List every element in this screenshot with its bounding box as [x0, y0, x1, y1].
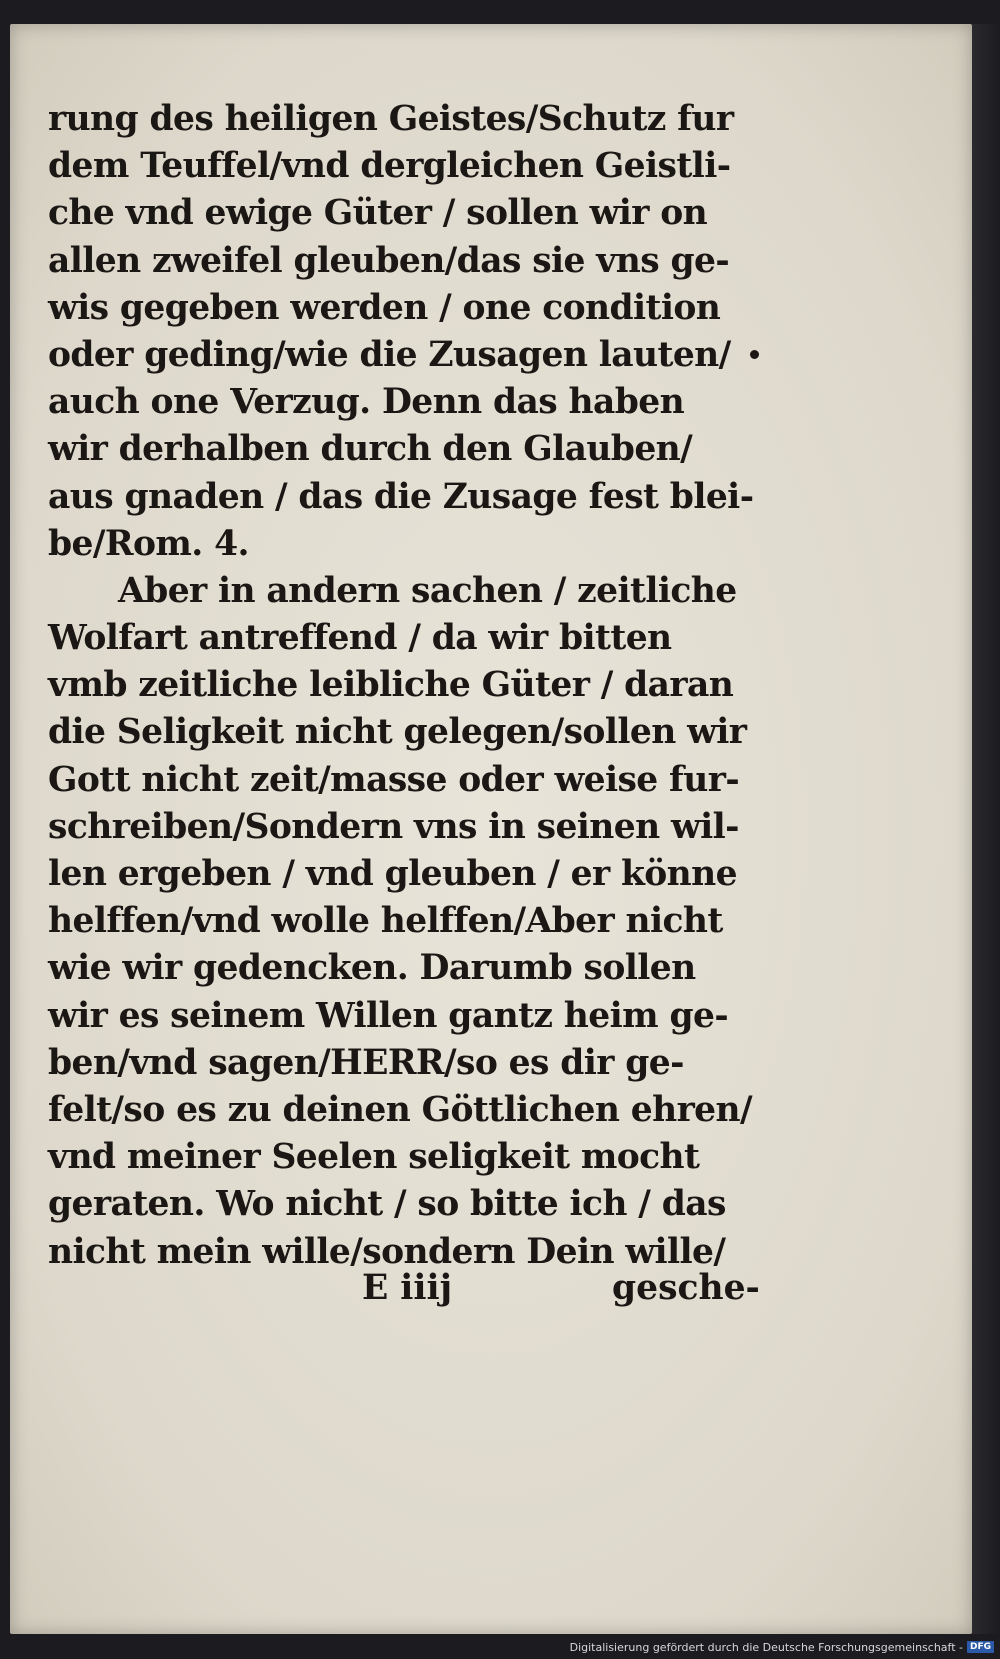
digitization-credit	[570, 1639, 994, 1655]
text-line: auch one Verzug. Denn das haben	[48, 382, 685, 423]
text-line: ben/vnd sagen/HERR/so es dir ge-	[48, 1042, 684, 1083]
page-edge-shadow	[972, 24, 1000, 1634]
text-line: allen zweifel gleuben/das sie vns ge-	[48, 240, 730, 281]
text-line: oder geding/wie die Zusagen lauten/	[48, 334, 731, 375]
text-line: helffen/vnd wolle helffen/Aber nicht	[48, 901, 723, 942]
text-line: felt/so es zu deinen Göttlichen ehren/	[48, 1089, 752, 1130]
text-line: aus gnaden / das die Zusage fest blei-	[48, 476, 754, 517]
text-line: Gott nicht zeit/masse oder weise fur-	[48, 759, 740, 800]
text-line: dem Teuffel/vnd dergleichen Geistli-	[48, 146, 731, 187]
text-line: die Seligkeit nicht gelegen/sollen wir	[48, 712, 747, 753]
text-line: wis gegeben werden / one condition	[48, 287, 721, 328]
text-line: len ergeben / vnd gleuben / er könne	[48, 854, 738, 894]
text-line: geraten. Wo nicht / so bitte ich / das	[48, 1184, 726, 1225]
dfg-logo: DFG	[967, 1641, 994, 1653]
paragraph-start-line: Aber in andern sachen / zeitliche	[118, 570, 737, 611]
credit-text: Digitalisierung gefördert durch die Deutsche Forschungsgemeinschaft -	[569, 1640, 963, 1654]
text-line: rung des heiligen Geistes/Schutz fur	[48, 99, 734, 139]
text-line: che vnd ewige Güter / sollen wir on	[48, 193, 708, 234]
signature-mark: E iiij	[362, 1268, 453, 1308]
text-line: nicht mein wille/sondern Dein wille/	[48, 1231, 726, 1272]
text-line: wir derhalben durch den Glauben/	[48, 429, 693, 470]
text-line: wir es seinem Willen gantz heim ge-	[48, 995, 729, 1036]
text-line: be/Rom. 4.	[48, 523, 249, 564]
text-line: wie wir gedencken. Darumb sollen	[48, 948, 696, 989]
text-line: Wolfart antreffend / da wir bitten	[48, 618, 672, 659]
margin-dot	[750, 350, 759, 359]
text-line: vmb zeitliche leibliche Güter / daran	[48, 665, 734, 706]
text-line: vnd meiner Seelen seligkeit mocht	[48, 1137, 700, 1178]
text-line: schreiben/Sondern vns in seinen wil-	[48, 806, 739, 847]
body-text	[48, 96, 754, 1276]
catchword: gesche-	[612, 1268, 760, 1308]
